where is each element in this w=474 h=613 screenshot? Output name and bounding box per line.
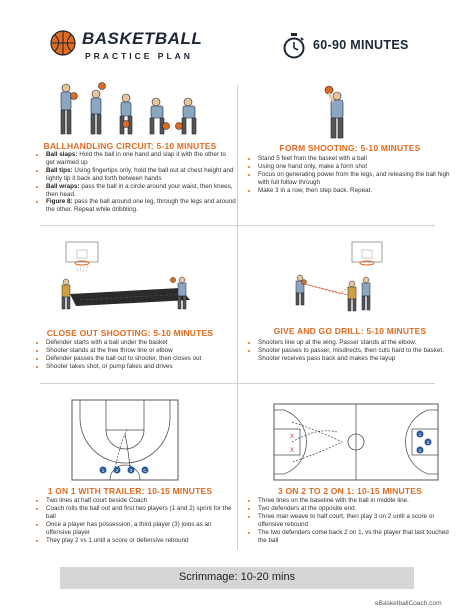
give-and-go-title: GIVE AND GO DRILL: 5-10 MINUTES xyxy=(273,326,427,336)
list-item: • Once a player has possession, a third player (3) joins as an offensive player xyxy=(46,521,236,537)
list-item: • Three lines on the baseline with the ball in middle line. xyxy=(258,497,453,505)
one-on-one-court-diagram xyxy=(70,398,180,482)
column-divider xyxy=(237,85,238,550)
list-item: • Defender starts with a ball under the basket xyxy=(46,339,236,347)
player-label: 2 xyxy=(418,448,422,453)
list-item: • Shooter passes to passer, misdirects, then cuts hard to the basket. Shooter receives pass back and makes the layup xyxy=(258,347,453,363)
close-out-list xyxy=(38,339,236,371)
three-on-two-list xyxy=(250,497,453,544)
player-label: 1 xyxy=(101,468,105,473)
list-item: • Shooter takes shot, or pump fakes and drives xyxy=(46,363,236,371)
one-on-one-title: 1 ON 1 WITH TRAILER: 10-15 MINUTES xyxy=(47,486,213,496)
list-item: • Focus on generating power from the legs, and releasing the ball high with full follow through xyxy=(258,171,453,187)
basketball-logo-icon xyxy=(50,30,76,56)
close-out-illustration xyxy=(40,236,230,326)
list-item: • Figure 8: pass the ball around one leg, through the legs and around the other. Repeat while dribbling. xyxy=(46,198,236,214)
defender-label: X xyxy=(289,448,295,454)
form-shooting-list xyxy=(250,155,453,195)
list-item: • Stand 5 feet from the basket with a ball xyxy=(258,155,453,163)
list-item: • Ball tips: Using fingertips only, hold the ball out at chest height and lightly tip it back and forth between hands xyxy=(46,167,236,183)
close-out-title: CLOSE OUT SHOOTING: 5-10 MINUTES xyxy=(46,328,214,338)
list-item: • Three man weave to half court, then play 3 on 2 until a score or offensive rebound xyxy=(258,513,453,529)
list-item: • Coach rolls the ball out and first two players (1 and 2) sprint for the ball xyxy=(46,505,236,521)
row-divider-1 xyxy=(40,225,435,226)
ballhandling-illustration xyxy=(40,82,220,140)
stopwatch-icon xyxy=(282,33,306,59)
player-label: 3 xyxy=(129,468,133,473)
footer-url: eBasketballCoach.com xyxy=(375,600,442,607)
one-on-one-list xyxy=(38,497,236,544)
form-shooting-illustration xyxy=(315,84,365,140)
form-shooting-title: FORM SHOOTING: 5-10 MINUTES xyxy=(279,143,421,153)
list-item: • Ball wraps: pass the ball in a circle around your waist, then knees, then head. xyxy=(46,183,236,199)
give-and-go-list xyxy=(250,339,453,363)
list-item: • Two defenders at the opposite end. xyxy=(258,505,453,513)
list-item: • Using one hand only, make a form shot xyxy=(258,163,453,171)
list-item: • Two lines at half court beside Coach xyxy=(46,497,236,505)
list-item: • Shooters line up at the wing. Passer stands at the elbow. xyxy=(258,339,453,347)
player-label: 2 xyxy=(115,468,119,473)
three-on-two-court-diagram xyxy=(272,402,440,482)
player-label: 3 xyxy=(426,440,430,445)
ballhandling-list xyxy=(38,151,236,214)
brand-subtitle: PRACTICE PLAN xyxy=(85,51,193,61)
list-item: • Make 3 in a row, then step back. Repeat. xyxy=(258,187,453,195)
player-label: 1 xyxy=(418,432,422,437)
scrimmage-label: Scrimmage: 10-20 mins xyxy=(178,571,296,583)
list-item: • Defender passes the ball out to shooter, then closes out xyxy=(46,355,236,363)
row-divider-2 xyxy=(40,383,435,384)
list-item: • Ball slaps: Hold the ball in one hand and slap it with the other to get warmed up xyxy=(46,151,236,167)
defender-label: X xyxy=(289,434,295,440)
list-item: • They play 2 vs 1 until a score or defensive rebound xyxy=(46,537,236,545)
practice-duration: 60-90 MINUTES xyxy=(313,38,409,52)
list-item: • Shooter stands at the free throw line or elbow xyxy=(46,347,236,355)
three-on-two-title: 3 ON 2 TO 2 ON 1: 10-15 MINUTES xyxy=(278,486,422,496)
coach-label: C xyxy=(143,468,147,473)
list-item: • The two defenders come back 2 on 1, vs the player that last touched the ball xyxy=(258,529,453,545)
give-and-go-illustration xyxy=(270,236,450,326)
brand-title: BASKETBALL xyxy=(82,29,203,48)
ballhandling-title: BALLHANDLING CIRCUIT: 5-10 MINUTES xyxy=(43,141,217,151)
